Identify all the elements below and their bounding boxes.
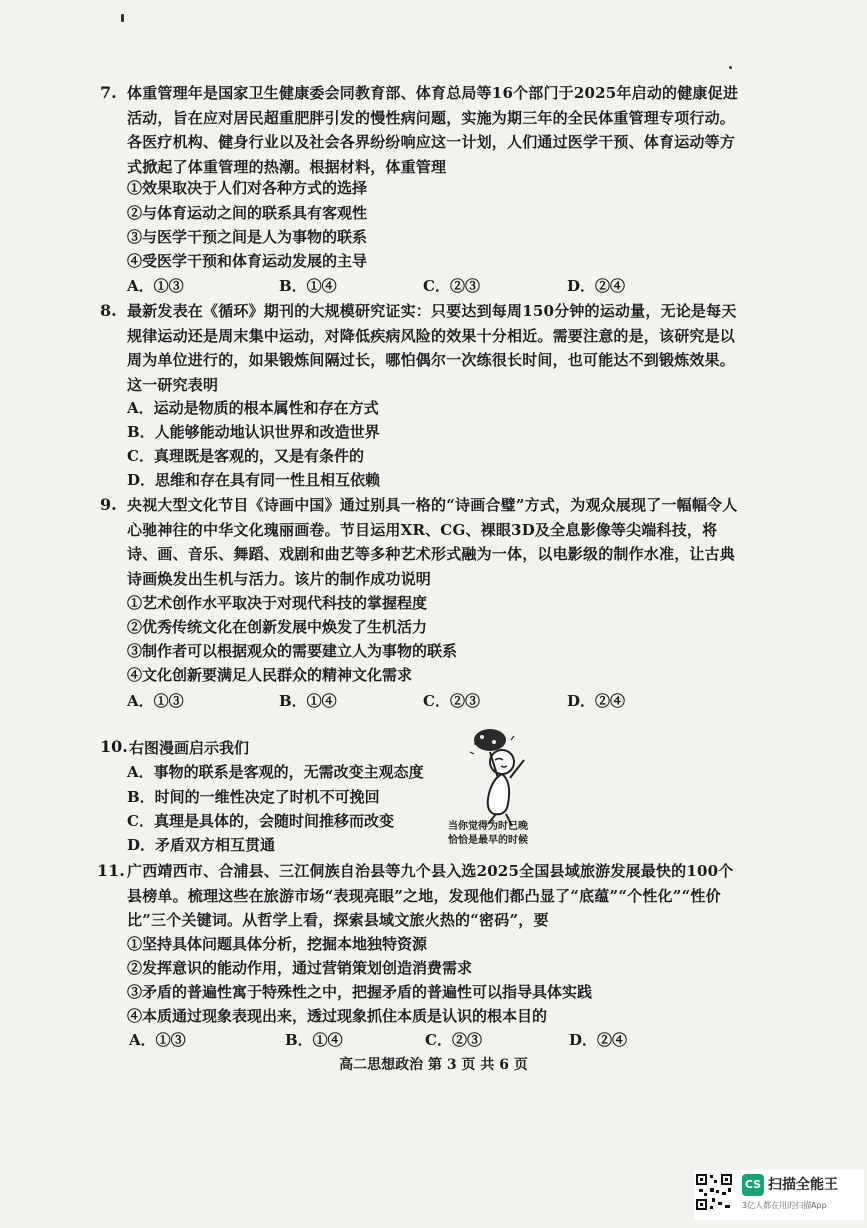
comic-caption-line-1: 当你觉得为时已晚	[448, 821, 528, 832]
question-9-choices	[127, 690, 687, 712]
question-9-item-1: ①艺术创作水平取决于对现代科技的掌握程度	[127, 594, 428, 612]
question-11-item-1: ①坚持具体问题具体分析，挖掘本地独特资源	[127, 935, 428, 953]
question-9-number: 9.	[100, 495, 117, 514]
choice-a[interactable]: A．①③	[129, 1031, 186, 1049]
question-7-choices	[127, 275, 687, 297]
question-11-item-2: ②发挥意识的能动作用，通过营销策划创造消费需求	[127, 959, 473, 977]
comic-clock-dot	[492, 740, 496, 744]
question-11-choices	[127, 1029, 687, 1051]
question-8-option-a[interactable]: A．运动是物质的根本属性和存在方式	[127, 399, 379, 417]
choice-c[interactable]: C．②③	[423, 692, 480, 710]
choice-d[interactable]: D．②④	[569, 1031, 628, 1049]
question-7-number: 7.	[100, 83, 117, 102]
question-11-number: 11.	[97, 861, 125, 880]
question-8-option-b[interactable]: B．人能够能动地认识世界和改造世界	[127, 423, 380, 441]
comic-caption-line-2: 恰恰是最早的时候	[448, 835, 528, 846]
question-11-item-3: ③矛盾的普遍性寓于特殊性之中，把握矛盾的普遍性可以指导具体实践	[127, 983, 593, 1001]
question-11-stem: 广西靖西市、合浦县、三江侗族自治县等九个县入选2025全国县域旅游发展最快的100个县榜单。梳理这些在旅游市场“表现亮眼”之地，发现他们都凸显了“底蕴”“个性化”“性价比”三个关键词。从哲学上看，探索县域文旅火热的“密码”，要	[127, 862, 734, 929]
question-7-stem: 体重管理年是国家卫生健康委会同教育部、体育总局等16个部门于2025年启动的健康促进活动，旨在应对居民超重肥胖引发的慢性病问题，实施为期三年的全民体重管理专项行动。各医疗机构、健身行业以及社会各界纷纷响应这一计划，人们通过医学干预、体育运动等方式掀起了体重管理的热潮。根据材料，体重管理	[127, 84, 739, 176]
question-10-option-d[interactable]: D．矛盾双方相互贯通	[127, 836, 276, 854]
question-9-item-2: ②优秀传统文化在创新发展中焕发了生机活力	[127, 618, 428, 636]
question-9-stem: 央视大型文化节目《诗画中国》通过别具一格的“诗画合璧”方式，为观众展现了一幅幅令人心驰神往的中华文化瑰丽画卷。节目运用XR、CG、裸眼3D及全息影像等尖端科技，将诗、画、音乐、舞蹈、戏剧和曲艺等多种艺术形式融为一体，以电影级的制作水准，让古典诗画焕发出生机与活力。该片的制作成功说明	[127, 496, 738, 588]
choice-b[interactable]: B．①④	[279, 692, 337, 710]
page-footer: 高二思想政治 第 3 页 共 6 页	[339, 1057, 528, 1073]
scanner-app-name: 扫描全能王	[768, 1177, 838, 1193]
question-8-stem: 最新发表在《循环》期刊的大规模研究证实：只要达到每周150分钟的运动量，无论是每天规律运动还是周末集中运动，对降低疾病风险的效果十分相近。需要注意的是，该研究是以周为单位进行的，如果锻炼间隔过长，哪怕偶尔一次练很长时间，也可能达不到锻炼效果。这一研究表明	[127, 302, 737, 394]
question-10-stem: 右图漫画启示我们	[129, 739, 250, 757]
question-9-item-3: ③制作者可以根据观众的需要建立人为事物的联系	[127, 642, 458, 660]
choice-c[interactable]: C．②③	[425, 1031, 482, 1049]
comic-body	[488, 774, 509, 814]
scan-speck	[121, 14, 124, 22]
question-8-number: 8.	[100, 301, 117, 320]
choice-d[interactable]: D．②④	[567, 277, 626, 295]
question-10-option-a[interactable]: A．事物的联系是客观的，无需改变主观态度	[127, 763, 424, 781]
question-7-item-4: ④受医学干预和体育运动发展的主导	[127, 252, 368, 270]
question-10-option-b[interactable]: B．时间的一维性决定了时机不可挽回	[127, 788, 380, 806]
comic-caption	[448, 820, 528, 848]
choice-a[interactable]: A．①③	[127, 277, 184, 295]
question-8-option-d[interactable]: D．思维和存在具有同一性且相互依赖	[127, 471, 381, 489]
choice-d[interactable]: D．②④	[567, 692, 626, 710]
choice-a[interactable]: A．①③	[127, 692, 184, 710]
question-7-item-1: ①效果取决于人们对各种方式的选择	[127, 179, 368, 197]
scanner-logo-icon: CS	[742, 1174, 764, 1196]
scanner-badge[interactable]	[694, 1170, 864, 1220]
scanner-tagline: 3亿人都在用的扫描App	[742, 1201, 827, 1210]
scan-speck	[729, 66, 732, 69]
question-7-item-3: ③与医学干预之间是人为事物的联系	[127, 228, 368, 246]
choice-b[interactable]: B．①④	[285, 1031, 343, 1049]
comic-clock	[474, 729, 506, 751]
question-9-item-4: ④文化创新要满足人民群众的精神文化需求	[127, 666, 413, 684]
choice-c[interactable]: C．②③	[423, 277, 480, 295]
question-10-number: 10.	[100, 737, 128, 756]
question-10-option-c[interactable]: C．真理是具体的，会随时间推移而改变	[127, 812, 394, 830]
question-8-option-c[interactable]: C．真理既是客观的，又是有条件的	[127, 447, 364, 465]
question-7-item-2: ②与体育运动之间的联系具有客观性	[127, 204, 368, 222]
choice-b[interactable]: B．①④	[279, 277, 337, 295]
question-11-item-4: ④本质通过现象表现出来，透过现象抓住本质是认识的根本目的	[127, 1007, 548, 1025]
qr-code-icon[interactable]	[694, 1172, 734, 1212]
comic-clock-dot	[480, 735, 484, 739]
